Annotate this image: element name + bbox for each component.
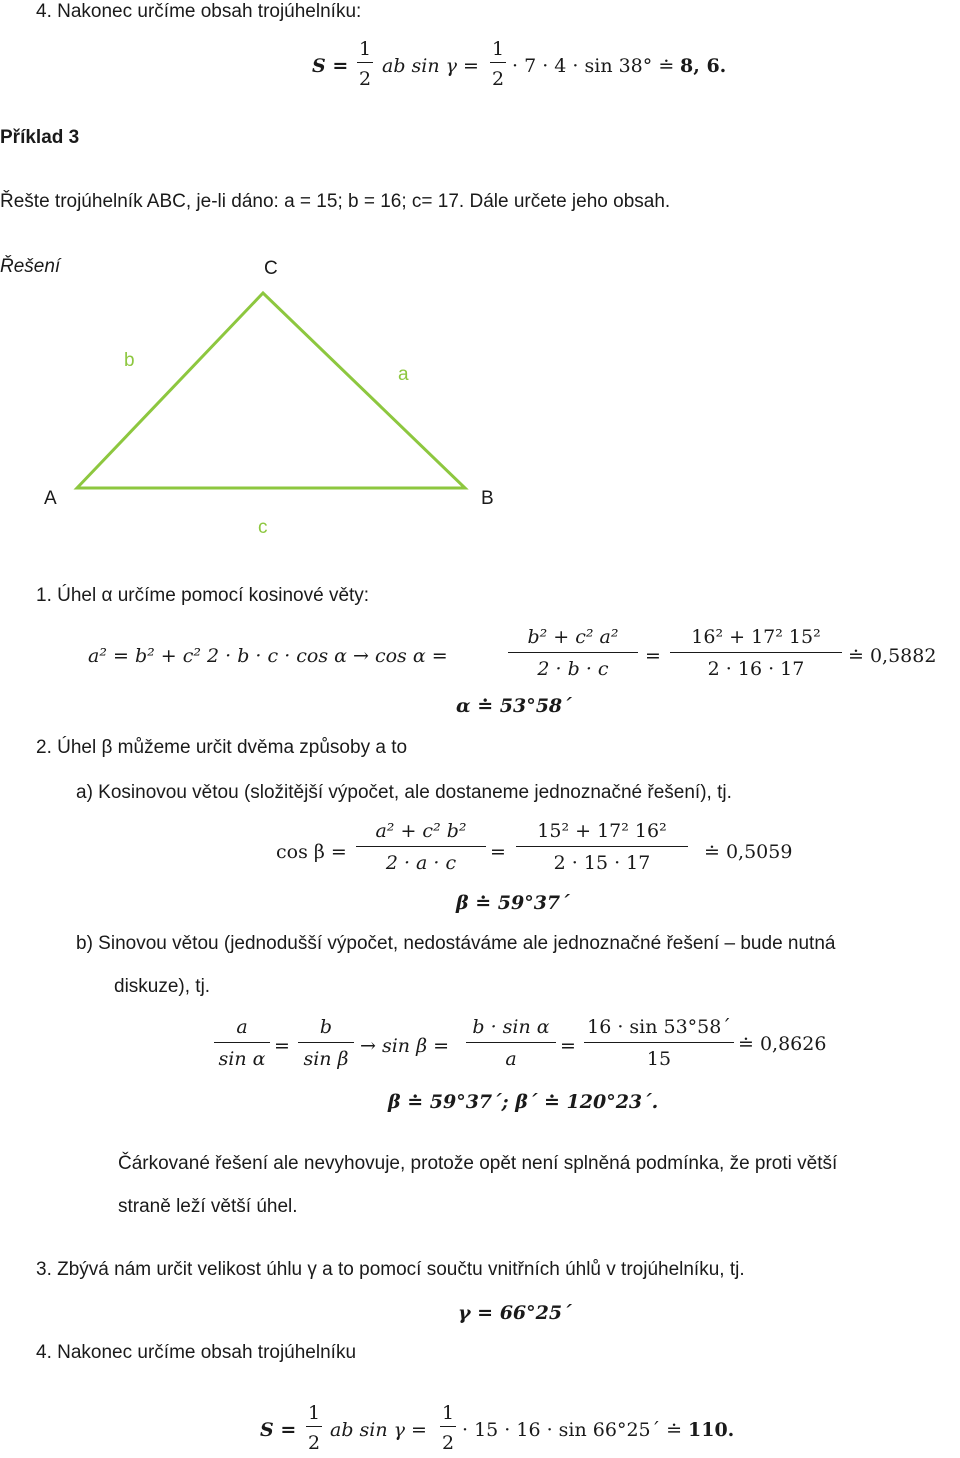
fraction-cos-beta-symbolic: [356, 820, 486, 874]
fraction-numerator: b: [319, 1016, 333, 1038]
fraction-cos-alpha-symbolic: [508, 626, 638, 680]
fraction-denominator: 15: [646, 1048, 672, 1070]
equals-sign: =: [274, 1035, 290, 1057]
fraction-numerator: a² + c² b²: [375, 820, 467, 842]
fraction-numerator: 1: [307, 1402, 321, 1424]
fraction-denominator: 2: [491, 68, 505, 90]
vertex-a-label: A: [44, 488, 57, 509]
sin-beta-lhs: → sin β =: [360, 1035, 450, 1057]
side-c-label: c: [258, 517, 268, 538]
area-formula-bottom-lhs: S =: [260, 1419, 297, 1441]
fraction-a-over-sin-alpha: [214, 1016, 270, 1070]
fraction-denominator: sin α: [218, 1048, 266, 1070]
step2-heading: 2. Úhel β můžeme určit dvěma způsoby a to: [36, 737, 408, 758]
fraction-half-3: [306, 1402, 322, 1454]
fraction-half-4: [440, 1402, 456, 1454]
fraction-numerator: b² + c² a²: [527, 626, 619, 648]
note-line-1: Čárkované řešení ale nevyhovuje, protože opět není splněná podmínka, že proti větší: [118, 1153, 838, 1174]
fraction-half-2: [490, 38, 506, 90]
fraction-numerator: 1: [358, 38, 372, 60]
area-formula-bottom-mid: ab sin γ =: [330, 1419, 427, 1441]
example-title: Příklad 3: [0, 127, 80, 148]
vertex-b-label: B: [481, 488, 494, 509]
side-a-label: a: [398, 364, 409, 385]
triangle-diagram: [60, 280, 480, 500]
equals-sign: =: [490, 841, 506, 863]
area-result-top: 8, 6.: [680, 55, 727, 77]
fraction-numerator: 1: [491, 38, 505, 60]
equals-sign: =: [645, 645, 661, 667]
fraction-denominator: 2 · a · c: [385, 852, 457, 874]
vertex-c-label: C: [264, 258, 278, 279]
cos-beta-lhs: cos β =: [276, 841, 347, 863]
equals-sign: =: [560, 1035, 576, 1057]
alpha-result: α ≐ 53°58´: [456, 695, 572, 717]
fraction-cos-beta-numeric: [516, 820, 688, 874]
area-formula-top-lhs: S =: [312, 55, 349, 77]
cos-beta-value: ≐ 0,5059: [704, 841, 793, 863]
beta-result-cos: β ≐ 59°37´: [456, 892, 570, 914]
fraction-numerator: b · sin α: [472, 1016, 550, 1038]
fraction-denominator: a: [505, 1048, 517, 1070]
fraction-b-over-sin-beta: [298, 1016, 354, 1070]
fraction-numerator: 16² + 17² 15²: [691, 626, 821, 648]
triangle-shape: [77, 293, 465, 488]
fraction-denominator: 2: [307, 1432, 321, 1454]
fraction-numerator: 15² + 17² 16²: [537, 820, 667, 842]
fraction-sin-beta-numeric: [584, 1016, 734, 1070]
fraction-denominator: 2: [358, 68, 372, 90]
sin-beta-value: ≐ 0,8626: [738, 1033, 827, 1055]
step4-top-heading: 4. Nakonec určíme obsah trojúhelníku:: [36, 1, 362, 22]
beta-result-sin: β ≐ 59°37´; β´ ≐ 120°23´.: [388, 1091, 659, 1113]
cosine-law-alpha: a² = b² + c² 2 · b · c · cos α → cos α =: [88, 645, 448, 667]
gamma-result: γ = 66°25´: [458, 1302, 572, 1324]
fraction-numerator: 16 · sin 53°58´: [587, 1016, 731, 1038]
cos-alpha-value: ≐ 0,5882: [848, 645, 937, 667]
fraction-sin-beta-symbolic: [466, 1016, 556, 1070]
area-formula-top-rhs: · 7 · 4 · sin 38° ≐: [512, 55, 675, 77]
example-task: Řešte trojúhelník ABC, je-li dáno: a = 15; b = 16; c= 17. Dále určete jeho obsah.: [0, 191, 671, 212]
note-line-2: straně leží větší úhel.: [118, 1196, 298, 1217]
fraction-numerator: 1: [441, 1402, 455, 1424]
fraction-denominator: 2 · b · c: [537, 658, 609, 680]
solution-label: Řešení: [0, 256, 61, 277]
step2-item-a: a) Kosinovou větou (složitější výpočet, ale dostaneme jednoznačné řešení), tj.: [76, 782, 732, 803]
fraction-half-1: [357, 38, 373, 90]
area-formula-bottom-rhs: · 15 · 16 · sin 66°25´ ≐: [462, 1419, 683, 1441]
area-result-bottom: 110.: [688, 1419, 735, 1441]
fraction-denominator: 2 · 16 · 17: [707, 658, 805, 680]
step2-item-b-cont: diskuze), tj.: [114, 976, 211, 997]
side-b-label: b: [124, 350, 135, 371]
fraction-denominator: 2 · 15 · 17: [553, 852, 651, 874]
step1-heading: 1. Úhel α určíme pomocí kosinové věty:: [36, 585, 370, 606]
step2-item-b: b) Sinovou větou (jednodušší výpočet, nedostáváme ale jednoznačné řešení – bude nutná: [76, 933, 836, 954]
fraction-denominator: 2: [441, 1432, 455, 1454]
fraction-denominator: sin β: [303, 1048, 349, 1070]
fraction-numerator: a: [236, 1016, 248, 1038]
step4-bottom-heading: 4. Nakonec určíme obsah trojúhelníku: [36, 1342, 357, 1363]
area-formula-top-mid: ab sin γ =: [382, 55, 479, 77]
step3-heading: 3. Zbývá nám určit velikost úhlu γ a to pomocí součtu vnitřních úhlů v trojúhelníku, tj.: [36, 1259, 745, 1280]
fraction-cos-alpha-numeric: [670, 626, 842, 680]
